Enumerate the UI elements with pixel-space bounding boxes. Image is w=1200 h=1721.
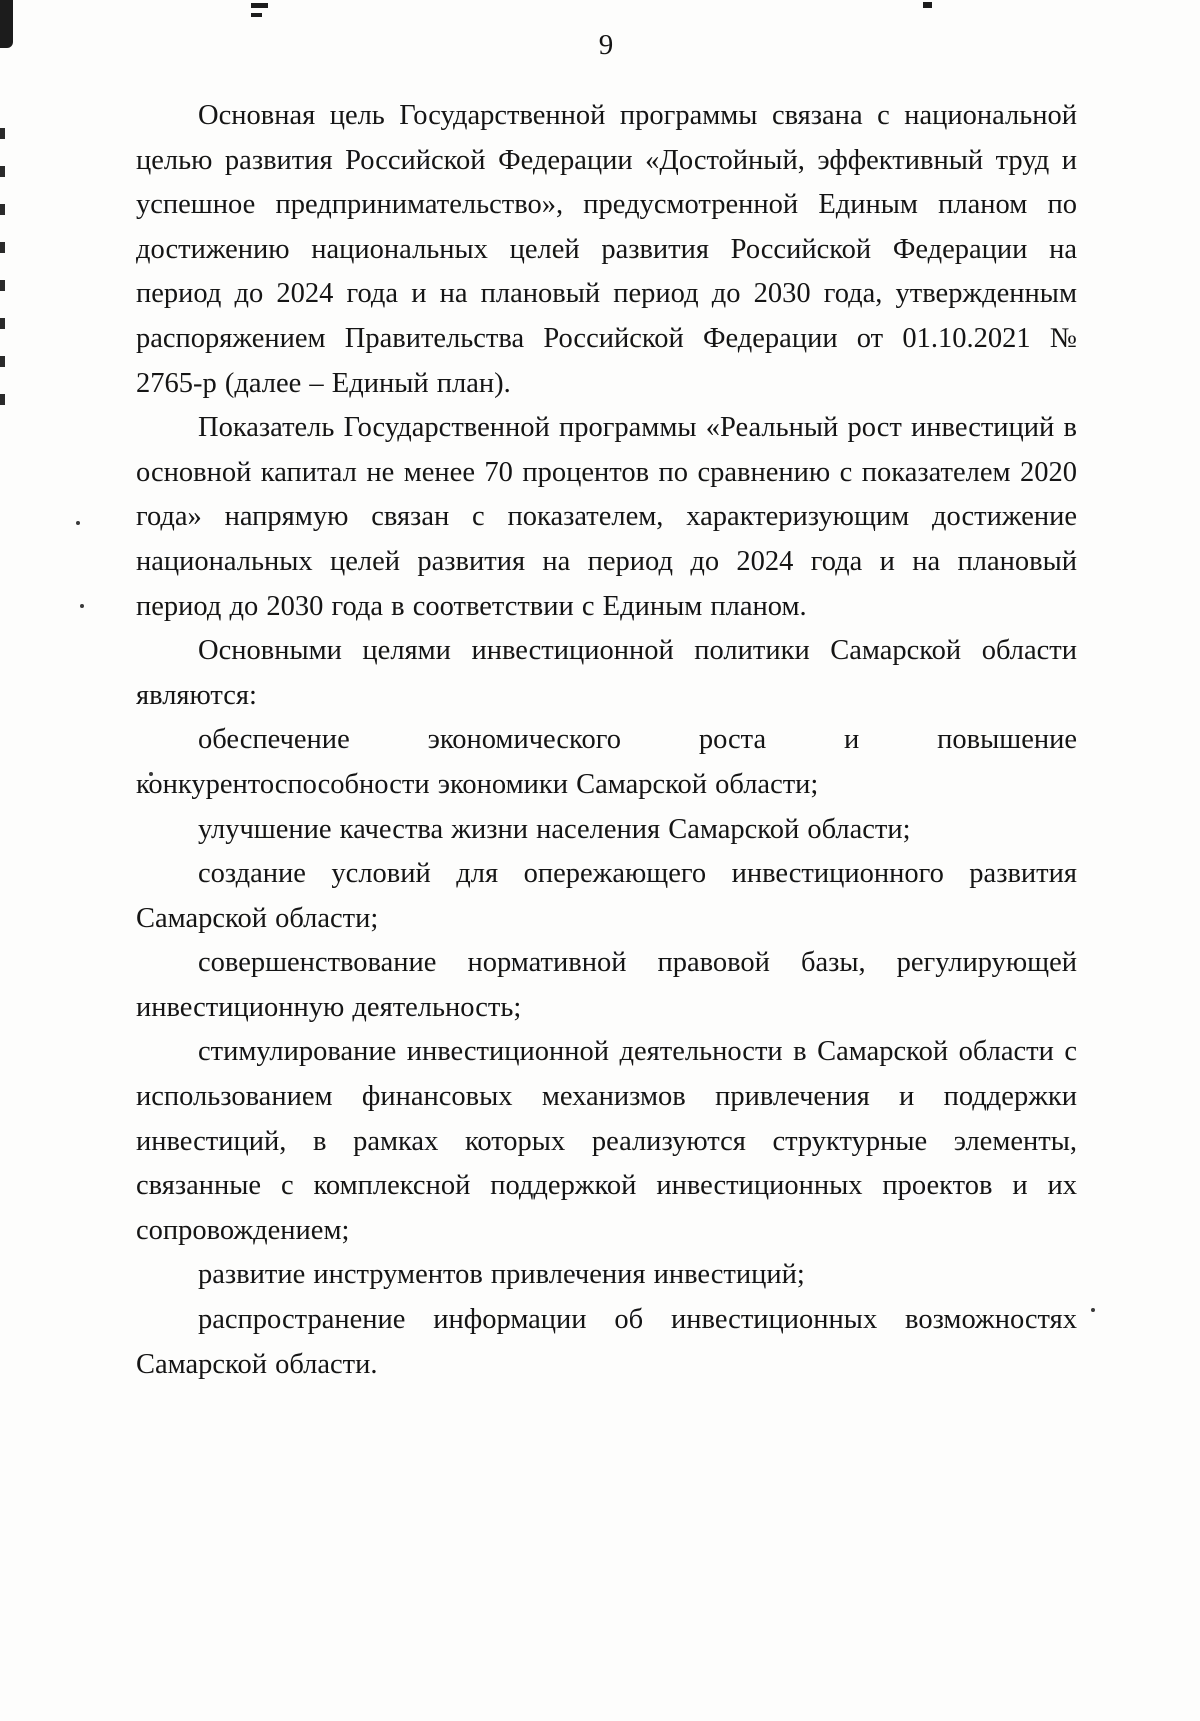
paragraph-goal-growth: обеспечение экономического роста и повышение конкурентоспособности экономики Самарской области; [136,724,1077,800]
page-number: 9 [598,29,614,61]
paragraph-indicator: Показатель Государственной программы «Реальный рост инвестиций в основной капитал не менее 70 процентов по сравнению с показателем 2020 года» напрямую связан с показателем, характеризующим достижение национальных целей развития на период до 2024 года и на плановый период до 2030 года в соответствии с Единым планом. [136,412,1077,622]
scan-artifact [80,604,84,608]
paragraph-goal-information: распространение информации об инвестиционных возможностях Самарской области. [136,1304,1077,1380]
paragraph-main-goal: Основная цель Государственной программы связана с национальной целью развития Российской Федерации «Достойный, эффективный труд и успешное предпринимательство», предусмотренной Единым планом по достижению национальных целей развития Российской Федерации на период до 2024 года и на плановый период до 2030 года, утвержденным распоряжением Правительства Российской Федерации от 01.10.2021 № 2765-р (далее – Единый план). [136,100,1077,399]
scan-artifact [251,3,268,8]
scan-artifact [0,204,5,215]
scan-artifact [923,2,932,8]
scan-artifact [1091,1308,1095,1312]
scan-artifact [0,166,5,177]
scan-artifact [0,242,5,253]
paragraph-goal-legal: совершенствование нормативной правовой базы, регулирующей инвестиционную деятельность; [136,947,1077,1023]
scan-artifact [0,0,13,48]
scan-artifact [0,394,5,405]
document-body [136,94,1077,1387]
paragraph-goal-tools: развитие инструментов привлечения инвестиций; [198,1259,805,1291]
scan-artifact [0,280,5,291]
paragraph-goal-conditions: создание условий для опережающего инвестиционного развития Самарской области; [136,858,1077,934]
scan-artifact [251,13,262,17]
scan-artifact [0,356,5,367]
paragraph-goals-intro: Основными целями инвестиционной политики Самарской области являются: [136,635,1077,711]
scan-artifact [76,521,80,525]
scan-artifact [0,318,5,329]
paragraph-goal-stimulus: стимулирование инвестиционной деятельности в Самарской области с использованием финансовых механизмов привлечения и поддержки инвестиций, в рамках которых реализуются структурные элементы, связанные с комплексной поддержкой инвестиционных проектов и их сопровождением; [136,1036,1077,1246]
scan-artifact [0,128,5,139]
paragraph-goal-quality: улучшение качества жизни населения Самарской области; [198,813,911,845]
